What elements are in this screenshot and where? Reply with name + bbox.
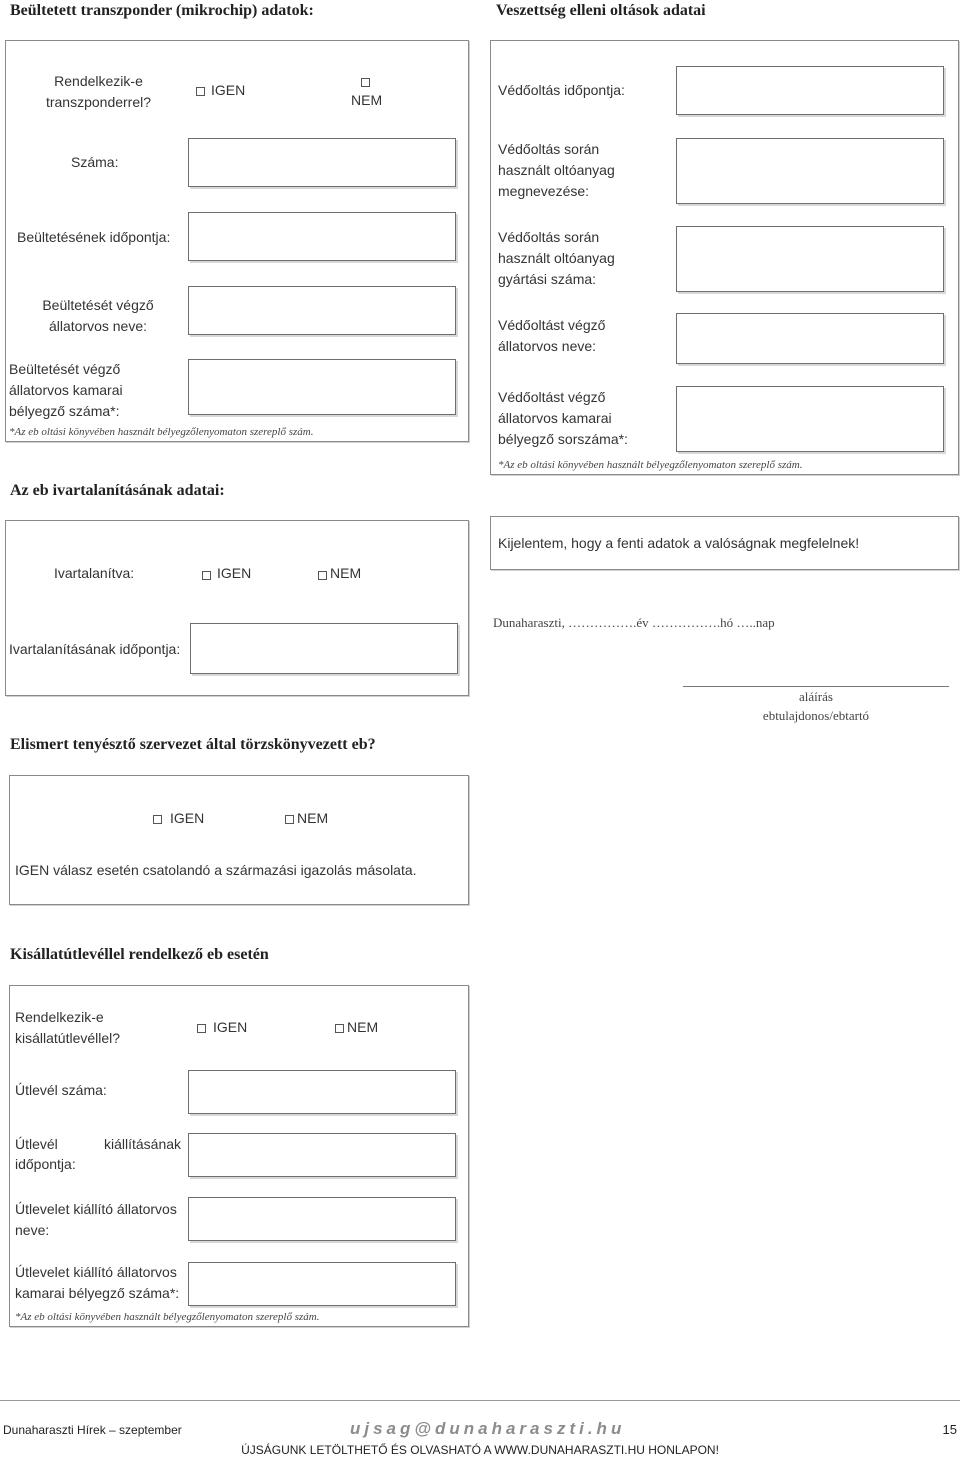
passport-issue-date-label-a: Útlevél [15,1136,58,1152]
transponder-yes-checkbox[interactable] [196,87,205,96]
neutering-date-field[interactable] [190,623,458,674]
passport-issue-date-label-c: időpontja: [15,1156,76,1172]
signature-caption: aláírás [799,689,833,704]
pedigree-yes-label: IGEN [170,810,205,826]
transponder-yes-label: IGEN [211,82,246,98]
pedigree-no-label: NEM [297,810,329,826]
passport-no-label: NEM [347,1019,379,1035]
vaccination-vaccine-name-field[interactable] [676,138,944,204]
transponder-vet-stamp-label: Beültetését végző állatorvos kamarai bélyegző száma*: [9,361,123,419]
passport-footnote: *Az eb oltási könyvében használt bélyegzőlenyomaton szereplő szám. [15,1311,320,1323]
neutering-panel [5,520,469,696]
neutering-no-checkbox[interactable] [318,571,327,580]
transponder-section-title: Beültetett transzponder (mikrochip) adatok: [10,2,314,19]
transponder-vet-stamp-field[interactable] [188,359,456,415]
vaccination-vaccine-name-label: Védőoltás során használt oltóanyag megnevezése: [498,141,615,199]
neutering-question-label: Ivartalanítva: [54,565,135,581]
pedigree-note: IGEN válasz esetén csatolandó a származási igazolás másolata. [15,862,417,878]
passport-issue-date-label-b: kiállításának [104,1136,182,1152]
footer-divider [0,1400,960,1401]
declaration-text: Kijelentem, hogy a fenti adatok a valóságnak megfelelnek! [498,535,860,551]
transponder-date-field[interactable] [188,212,456,261]
vaccination-date-label: Védőoltás időpontja: [498,82,625,98]
transponder-number-label: Száma: [71,154,119,170]
transponder-question-label: Rendelkezik-e transzponderrel? [45,73,152,110]
vaccination-vet-name-field[interactable] [676,313,944,364]
pedigree-section-title: Elismert tenyésztő szervezet által törzskönyvezett eb? [10,736,376,753]
transponder-no-checkbox[interactable] [361,78,370,87]
transponder-footnote: *Az eb oltási könyvében használt bélyegzőlenyomaton szereplő szám. [9,426,314,438]
signer-caption: ebtulajdonos/ebtartó [762,708,870,723]
vaccination-vet-stamp-field[interactable] [676,386,944,452]
vaccination-panel [490,40,959,475]
vaccination-batch-field[interactable] [676,226,944,292]
vaccination-section-title: Veszettség elleni oltások adatai [496,2,706,19]
passport-vet-name-field[interactable] [188,1197,456,1241]
transponder-date-label: Beültetésének időpontja: [17,229,171,245]
transponder-vet-name-label: Beültetését végző állatorvos neve: [42,297,154,334]
neutering-date-label: Ivartalanításának időpontja: [9,641,181,657]
transponder-number-field[interactable] [188,138,456,187]
vaccination-vet-name-label: Védőoltást végző állatorvos neve: [498,317,606,354]
passport-no-checkbox[interactable] [335,1024,344,1033]
pedigree-no-checkbox[interactable] [285,815,294,824]
passport-yes-label: IGEN [213,1019,248,1035]
vaccination-vet-stamp-label: Védőoltást végző állatorvos kamarai bélyegző sorszáma*: [498,389,628,447]
passport-yes-checkbox[interactable] [197,1024,206,1033]
pedigree-yes-checkbox[interactable] [153,815,162,824]
footer-publication: Dunaharaszti Hírek – szeptember [3,1423,182,1437]
footer-notice: ÚJSÁGUNK LETÖLTHETŐ ÉS OLVASHATÓ A WWW.DUNAHARASZTI.HU HONLAPON! [241,1443,719,1457]
vaccination-date-field[interactable] [676,66,944,115]
passport-vet-name-label: Útlevelet kiállító állatorvos neve: [15,1201,177,1238]
passport-number-label: Útlevél száma: [15,1082,107,1098]
neutering-section-title: Az eb ivartalanításának adatai: [10,482,225,499]
transponder-vet-name-field[interactable] [188,286,456,335]
footer-page-number: 15 [942,1422,957,1437]
neutering-no-label: NEM [330,565,362,581]
signature-line [683,686,949,687]
neutering-yes-checkbox[interactable] [202,571,211,580]
passport-panel [9,985,469,1327]
vaccination-batch-label: Védőoltás során használt oltóanyag gyártási száma: [498,229,615,287]
passport-section-title: Kisállatútlevéllel rendelkező eb esetén [10,946,269,963]
passport-number-field[interactable] [188,1070,456,1114]
pedigree-panel [9,775,469,905]
transponder-panel [5,40,469,442]
passport-vet-stamp-field[interactable] [188,1262,456,1306]
footer-email[interactable]: ujsag@dunaharaszti.hu [350,1419,626,1438]
declaration-date-line: Dunaharaszti, …………….év …………….hó …..nap [493,615,775,630]
passport-issue-date-field[interactable] [188,1133,456,1177]
passport-question-label: Rendelkezik-e kisállatútlevéllel? [15,1009,121,1046]
declaration-panel [490,516,959,570]
vaccination-footnote: *Az eb oltási könyvében használt bélyegzőlenyomaton szereplő szám. [498,459,803,471]
neutering-yes-label: IGEN [217,565,252,581]
passport-vet-stamp-label: Útlevelet kiállító állatorvos kamarai bélyegző száma*: [15,1264,180,1301]
transponder-no-label: NEM [351,92,383,108]
